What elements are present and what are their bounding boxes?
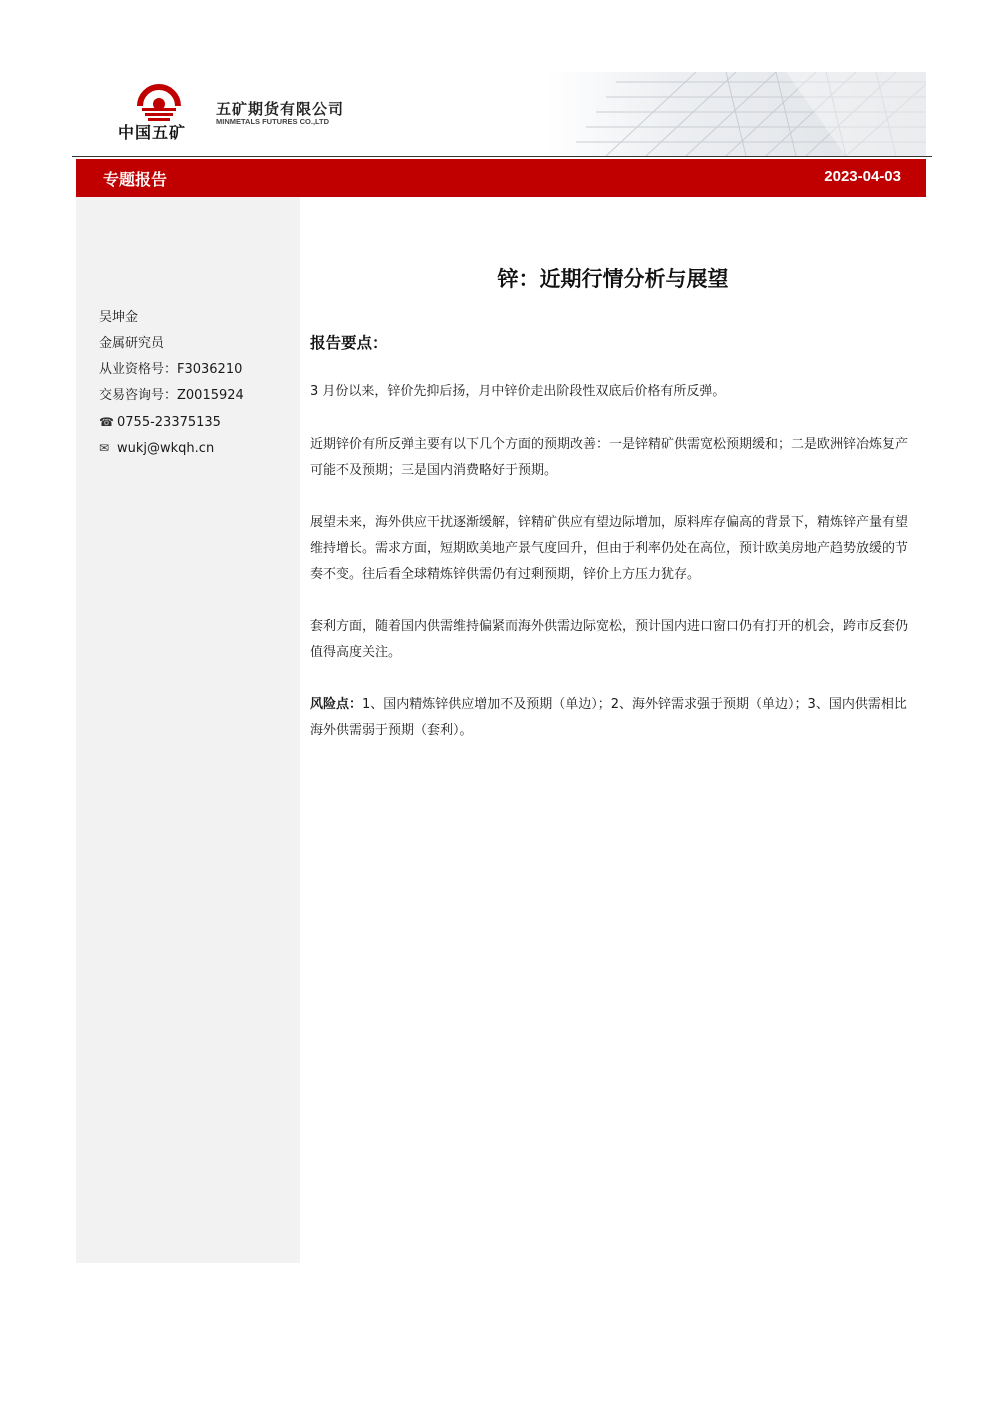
author-phone-row <box>99 409 244 435</box>
paragraph-2 <box>310 432 918 484</box>
author-consulting-id: 交易咨询号：Z0015924 <box>99 388 244 403</box>
author-role: 金属研究员 <box>99 336 165 351</box>
envelope-icon: ✉ <box>99 441 110 455</box>
company-name-en: MINMETALS FUTURES CO.,LTD <box>216 117 330 126</box>
paragraph-text: 套利方面，随着国内供需维持偏紧而海外供需边际宽松，预计国内进口窗口仍有打开的机会，跨市反套仍值得高度关注。 <box>310 619 909 660</box>
paragraph-4 <box>310 614 918 666</box>
author-qualification: 从业资格号：F3036210 <box>99 362 243 377</box>
phone-icon: ☎ <box>99 415 114 429</box>
report-type-banner <box>76 159 926 197</box>
paragraph-3 <box>310 510 918 588</box>
minmetals-logo-icon <box>134 84 184 122</box>
paragraph-1 <box>310 379 918 405</box>
risk-label: 风险点： <box>310 697 363 712</box>
section-heading: 报告要点： <box>310 334 388 352</box>
building-grid-icon <box>546 72 926 156</box>
paragraph-text: 近期锌价有所反弹主要有以下几个方面的预期改善：一是锌精矿供需宽松预期缓和；二是欧洲锌冶炼复产可能不及预期；三是国内消费略好于预期。 <box>310 437 909 478</box>
company-name-cn: 五矿期货有限公司 <box>216 100 345 118</box>
brand-name-cn: 中国五矿 <box>118 123 187 142</box>
header-building-graphic <box>546 72 926 156</box>
report-date: 2023-04-03 <box>824 168 901 185</box>
paragraph-text: 3 月份以来，锌价先抑后扬，月中锌价走出阶段性双底后价格有所反弹。 <box>310 384 726 399</box>
author-info <box>99 305 244 461</box>
report-header <box>76 72 926 156</box>
risk-paragraph <box>310 692 918 744</box>
report-type-label: 专题报告 <box>103 170 168 189</box>
report-title: 锌：近期行情分析与展望 <box>497 267 729 291</box>
author-phone: 0755-23375135 <box>117 415 221 430</box>
author-email-row <box>99 435 244 461</box>
author-name: 吴坤金 <box>99 310 139 325</box>
paragraph-text: 展望未来，海外供应干扰逐渐缓解，锌精矿供应有望边际增加，原料库存偏高的背景下，精炼锌产量有望维持增长。需求方面，短期欧美地产景气度回升，但由于利率仍处在高位，预计欧美房地产趋势放缓的节奏不变。往后看全球精炼锌供需仍有过剩预期，锌价上方压力犹存。 <box>310 515 909 582</box>
header-divider <box>72 156 932 157</box>
author-email[interactable]: wukj@wkqh.cn <box>117 441 215 456</box>
risk-text: 1、国内精炼锌供应增加不及预期（单边）；2、海外锌需求强于预期（单边）；3、国内供需相比海外供需弱于预期（套利）。 <box>310 697 907 738</box>
